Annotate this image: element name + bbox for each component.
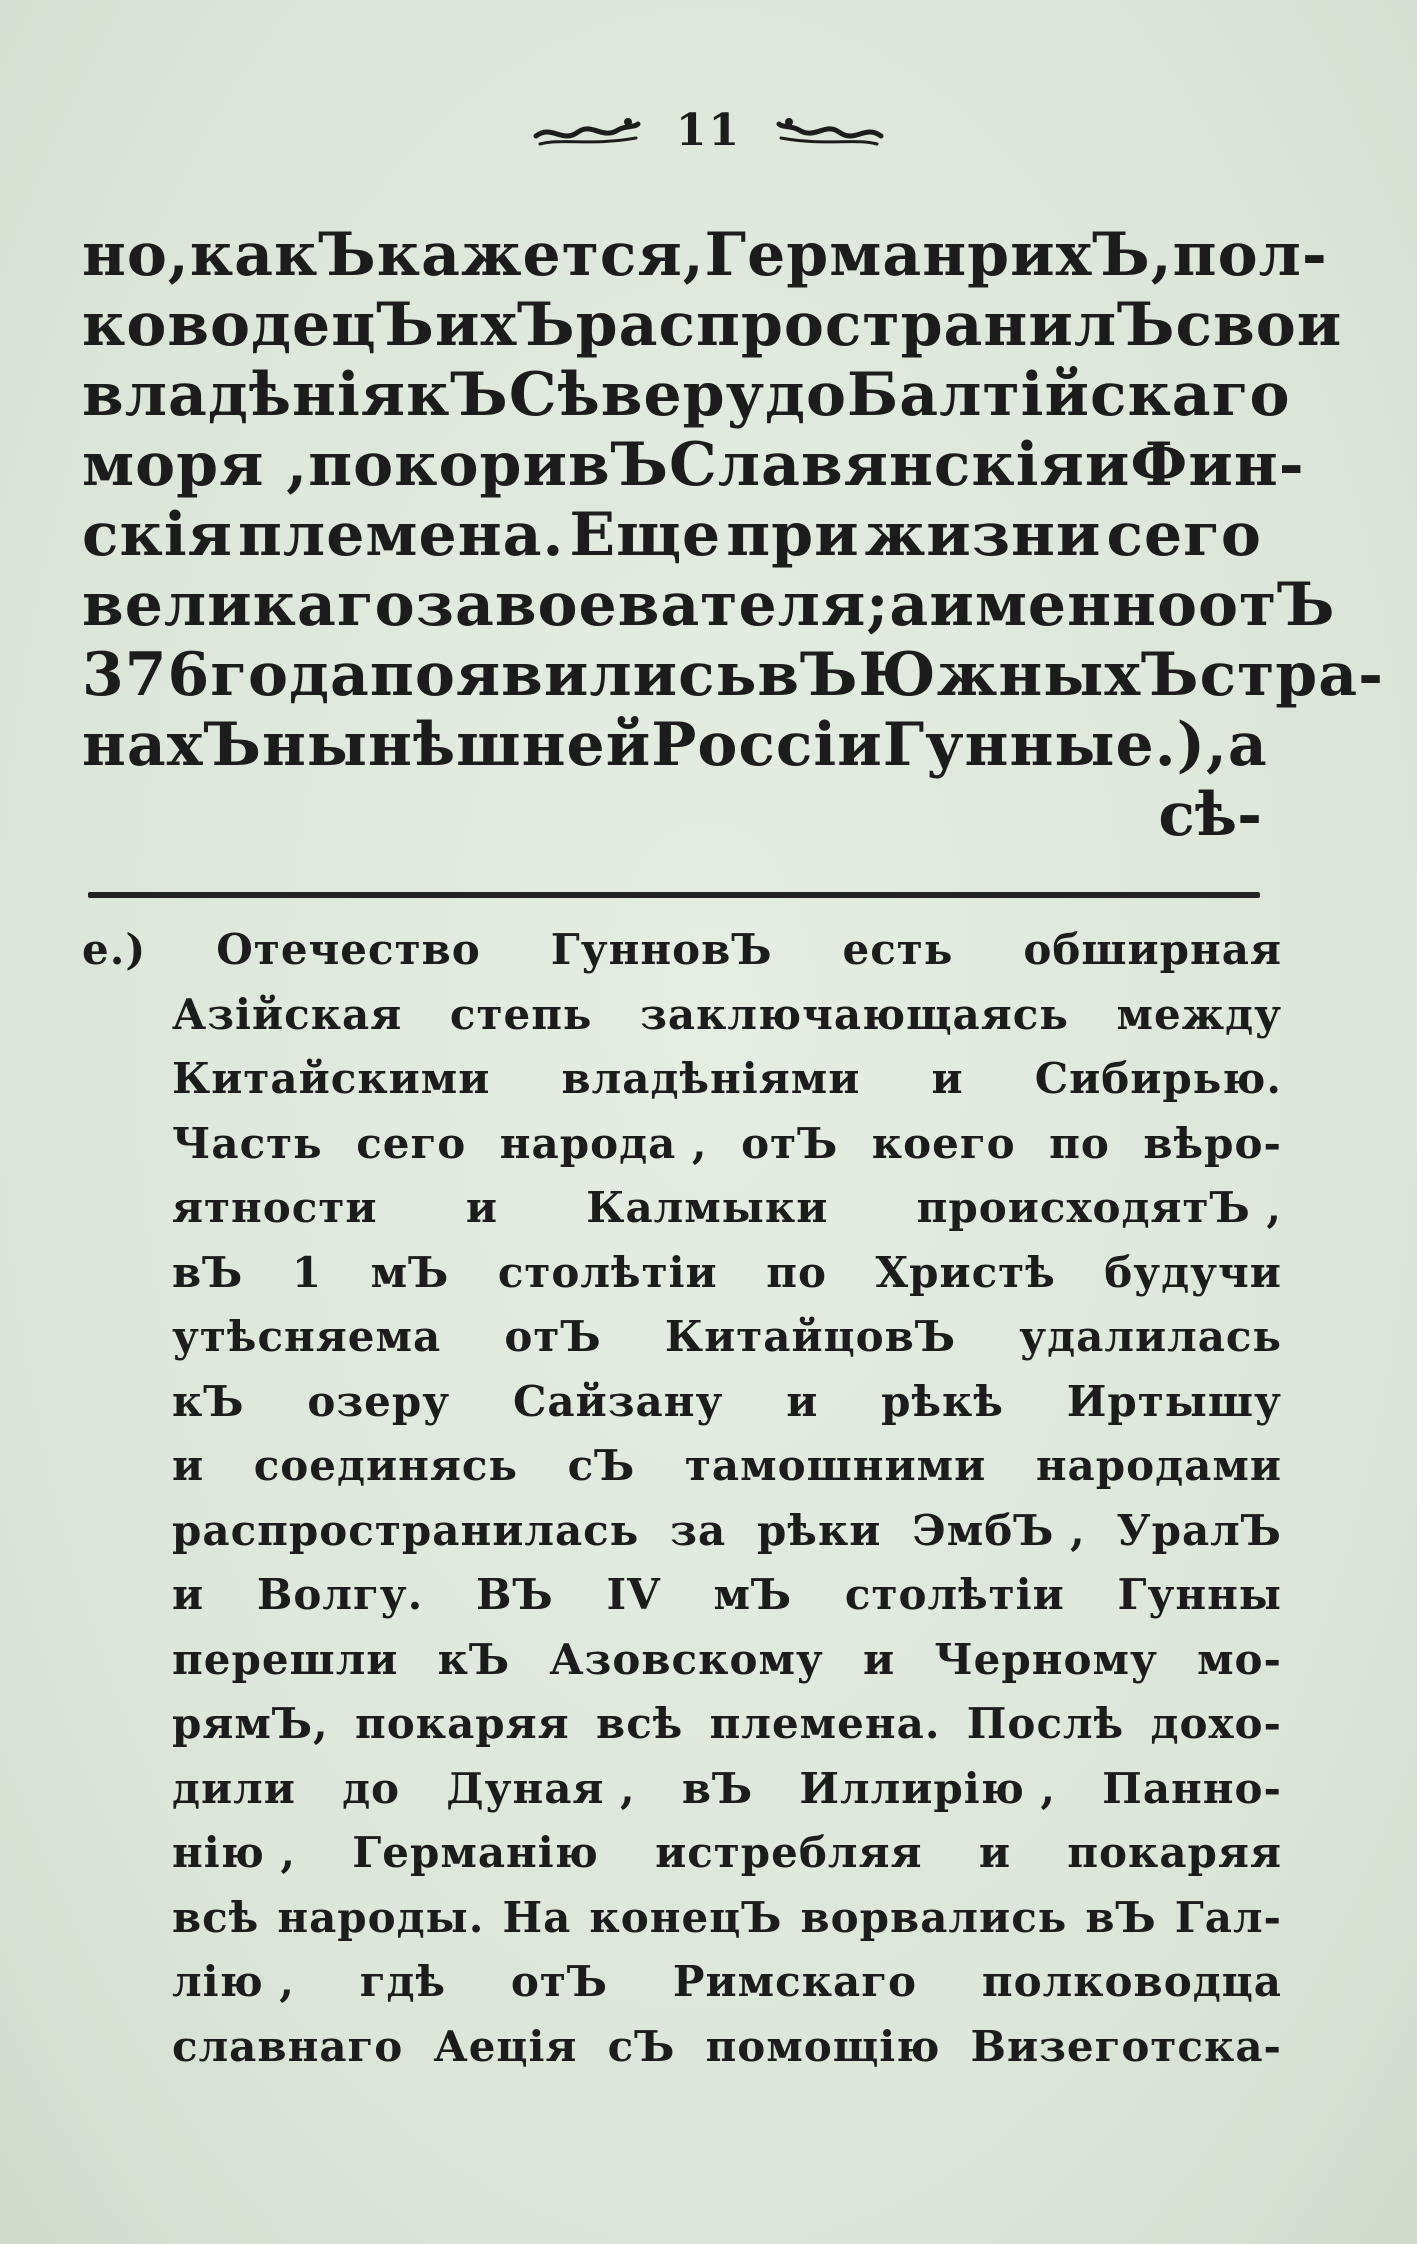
- word: вѣро-: [1143, 1118, 1282, 1168]
- word: кажется,: [376, 220, 705, 290]
- word: пол-: [1172, 220, 1328, 290]
- word: Аеція: [433, 2021, 578, 2071]
- word: е.): [82, 925, 147, 974]
- word: ководецЪ: [82, 290, 435, 360]
- word: вЪ: [681, 1763, 754, 1813]
- word: отЪ: [504, 1312, 602, 1361]
- word: утѣсняема: [172, 1312, 442, 1361]
- word: Азійская: [172, 989, 403, 1039]
- word: перешли: [172, 1634, 399, 1684]
- word: заключающаясь: [640, 989, 1069, 1039]
- word: до: [342, 1763, 401, 1813]
- word: сего: [356, 1118, 467, 1168]
- word: Россіи: [651, 710, 883, 780]
- word: 376: [82, 640, 211, 710]
- word: Черному: [934, 1634, 1158, 1684]
- footnote-line: [172, 1757, 1282, 1822]
- word: будучи: [1104, 1247, 1282, 1297]
- word: коего: [871, 1118, 1016, 1168]
- catchword: сѣ-: [1158, 780, 1262, 850]
- footnote-line: [172, 2015, 1282, 2080]
- word: всѣ: [596, 1699, 684, 1748]
- word: Калмыки: [586, 1183, 829, 1232]
- text-line: [82, 500, 1262, 570]
- word: ворвались: [800, 1892, 1068, 1942]
- word: кЪ: [437, 1634, 511, 1684]
- word: рямЪ,: [172, 1699, 329, 1748]
- catchword-line: [82, 780, 1262, 850]
- word: На: [502, 1892, 572, 1942]
- word: и: [786, 1376, 819, 1426]
- footnote-line: [172, 1241, 1282, 1306]
- word: есть: [842, 925, 954, 974]
- word: УралЪ: [1116, 1505, 1282, 1555]
- word: IV: [606, 1570, 661, 1619]
- footnote-line: [172, 1886, 1282, 1951]
- word: нахЪ: [82, 710, 262, 780]
- word: вЪ: [172, 1247, 244, 1297]
- text-line: [82, 570, 1336, 640]
- word: славнаго: [172, 2021, 404, 2071]
- footnote-line: [82, 918, 1282, 983]
- word: дили: [172, 1763, 296, 1813]
- word: обширная: [1023, 925, 1282, 974]
- word: столѣтіи: [497, 1247, 718, 1297]
- word: Визеготска-: [970, 2021, 1282, 2071]
- footnote-line: [172, 1047, 1282, 1112]
- word: истребляя: [655, 1828, 923, 1877]
- footnote-line: [172, 1692, 1282, 1757]
- word: мЪ: [713, 1570, 793, 1619]
- word: Гал-: [1174, 1892, 1282, 1942]
- word: покоривЪ: [308, 430, 670, 500]
- text-line: [82, 640, 1385, 710]
- word: великаго: [82, 570, 416, 640]
- word: владѣніями: [561, 1054, 861, 1103]
- footnote-line: [172, 1563, 1282, 1628]
- footnote-line: [172, 1950, 1282, 2015]
- word: и: [1084, 430, 1131, 500]
- word: конецЪ: [589, 1892, 783, 1942]
- word: Панно-: [1102, 1763, 1282, 1813]
- word: полководца: [981, 1957, 1282, 2006]
- word: кЪ: [406, 360, 509, 430]
- page-number: 11: [675, 105, 742, 156]
- word: и: [172, 1441, 205, 1490]
- word: Иртышу: [1066, 1376, 1282, 1426]
- word: Германію: [352, 1828, 599, 1877]
- word: вЪ: [1085, 1892, 1157, 1942]
- word: Часть: [172, 1118, 323, 1168]
- word: Балтійскаго: [847, 360, 1291, 430]
- word: а: [1227, 710, 1268, 780]
- word: кЪ: [172, 1376, 245, 1426]
- main-text: [82, 220, 1385, 850]
- footnote-line: [172, 1176, 1282, 1241]
- word: племена.: [709, 1699, 941, 1748]
- footnote-line: [172, 1499, 1282, 1564]
- word: столѣтіи: [844, 1570, 1065, 1619]
- word: отЪ: [1197, 570, 1336, 640]
- footnote-divider: [88, 892, 1260, 898]
- word: какЪ: [189, 220, 377, 290]
- word: скія: [82, 500, 233, 570]
- word: всѣ: [172, 1892, 260, 1942]
- word: Китайскими: [172, 1054, 491, 1103]
- footnote-line: [172, 1370, 1282, 1435]
- word: покаряя: [1067, 1828, 1282, 1877]
- word: Иллирію ,: [799, 1763, 1057, 1813]
- word: именно: [929, 570, 1198, 640]
- word: стра-: [1199, 640, 1385, 710]
- word: Фин-: [1130, 430, 1305, 500]
- word: Гунны: [1117, 1570, 1282, 1619]
- word: ихЪ: [434, 290, 576, 360]
- word: появились: [369, 640, 758, 710]
- word: гдѣ: [359, 1957, 446, 2006]
- word: ятности: [172, 1183, 378, 1232]
- word: Сибирью.: [1034, 1054, 1282, 1103]
- text-line: [82, 430, 1305, 500]
- word: Дуная ,: [446, 1763, 636, 1813]
- word: ЮжныхЪ: [858, 640, 1200, 710]
- right-ornament-icon: [775, 114, 885, 148]
- word: ГунновЪ: [550, 925, 773, 974]
- word: за: [670, 1505, 727, 1555]
- text-line: [82, 360, 1291, 430]
- text-line: [82, 710, 1268, 780]
- word: удалилась: [1019, 1312, 1282, 1361]
- word: ГерманрихЪ,: [704, 220, 1173, 290]
- word: рѣкѣ: [881, 1376, 1004, 1426]
- word: народа ,: [499, 1118, 708, 1168]
- word: владѣнія: [82, 360, 407, 430]
- word: но,: [82, 220, 190, 290]
- word: а: [889, 570, 930, 640]
- word: и: [931, 1054, 964, 1103]
- word: свои: [1175, 290, 1343, 360]
- word: нію ,: [172, 1828, 297, 1877]
- footnote-line: [172, 1821, 1282, 1886]
- word: народами: [1035, 1441, 1282, 1490]
- word: ЭмбЪ ,: [912, 1505, 1086, 1555]
- word: племена.: [238, 500, 565, 570]
- word: отЪ: [741, 1118, 839, 1168]
- word: года: [210, 640, 370, 710]
- word: вЪ: [757, 640, 859, 710]
- word: помощію: [705, 2021, 941, 2071]
- footnote-line: [172, 983, 1282, 1048]
- word: сЪ: [567, 1441, 636, 1490]
- word: народы.: [277, 1892, 485, 1942]
- word: покаряя: [354, 1699, 570, 1748]
- word: Волгу.: [256, 1570, 424, 1619]
- word: е.),: [1115, 710, 1228, 780]
- word: мЪ: [370, 1247, 450, 1297]
- word: и: [172, 1570, 205, 1619]
- word: лію ,: [172, 1957, 295, 2006]
- word: Послѣ: [966, 1699, 1125, 1748]
- word: дохо-: [1150, 1699, 1282, 1748]
- word: Славянскія: [669, 430, 1085, 500]
- word: Римскаго: [672, 1957, 917, 2006]
- word: Еще: [569, 500, 722, 570]
- page-header: [0, 105, 1417, 156]
- word: озеру: [307, 1376, 451, 1426]
- word: Христѣ: [875, 1247, 1056, 1297]
- word: нынѣшней: [261, 710, 652, 780]
- word: 1: [291, 1247, 323, 1297]
- footnote-line: [172, 1434, 1282, 1499]
- word: степь: [449, 989, 593, 1039]
- word: соединясь: [253, 1441, 519, 1490]
- left-ornament-icon: [532, 114, 642, 148]
- word: между: [1116, 989, 1282, 1039]
- word: мо-: [1197, 1634, 1282, 1684]
- word: жизни: [864, 500, 1102, 570]
- footnote-line: [172, 1305, 1282, 1370]
- word: и: [465, 1183, 498, 1232]
- word: распространилась: [172, 1505, 640, 1555]
- word: Сѣверу: [508, 360, 765, 430]
- word: при: [726, 500, 860, 570]
- word: отЪ: [510, 1957, 609, 2006]
- text-line: [82, 290, 1343, 360]
- footnote: [82, 918, 1282, 2079]
- footnote-line: [172, 1112, 1282, 1177]
- word: происходятЪ ,: [916, 1183, 1282, 1232]
- footnote-line: [172, 1628, 1282, 1693]
- word: рѣки: [757, 1505, 882, 1555]
- word: ВЪ: [476, 1570, 554, 1619]
- word: по: [766, 1247, 827, 1297]
- word: сего: [1106, 500, 1262, 570]
- word: Азовскому: [549, 1634, 824, 1684]
- word: Гунны: [882, 710, 1116, 780]
- word: до: [765, 360, 848, 430]
- word: моря ,: [82, 430, 309, 500]
- word: Сайзану: [512, 1376, 724, 1426]
- text-line: [82, 220, 1328, 290]
- word: Отечество: [216, 925, 481, 974]
- word: тамошними: [684, 1441, 987, 1490]
- word: и: [863, 1634, 896, 1684]
- word: и: [978, 1828, 1011, 1877]
- word: завоевателя;: [415, 570, 890, 640]
- word: КитайцовЪ: [664, 1312, 957, 1361]
- word: по: [1049, 1118, 1110, 1168]
- word: распространилЪ: [575, 290, 1176, 360]
- word: сЪ: [607, 2021, 676, 2071]
